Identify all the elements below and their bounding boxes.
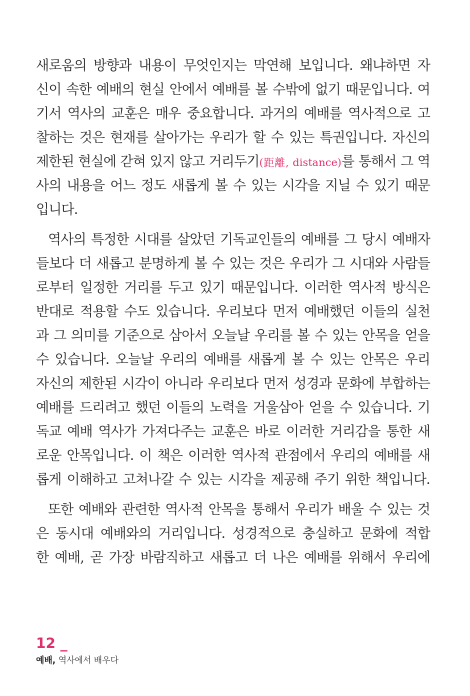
text-line: 독교 예배 역사가 가져다주는 교훈은 바로 이러한 거리감을 통한 새 — [36, 424, 430, 440]
text-line — [36, 150, 430, 174]
text-line: 새로움의 방향과 내용이 무엇인지는 막연해 보입니다. 왜냐하면 자 — [36, 58, 430, 74]
text-line: 로운 안목입니다. 이 책은 이러한 역사적 관점에서 우리의 예배를 새 — [36, 448, 430, 464]
text-line: 롭게 이해하고 고쳐나갈 수 있는 시각을 제공해 주기 위한 책입니다. — [36, 472, 430, 488]
text-line: 또한 예배와 관련한 역사적 안목을 통해서 우리가 배울 수 있는 것 — [48, 502, 430, 518]
paragraph-1 — [36, 54, 430, 222]
text-line: 역사의 특정한 시대를 살았던 기독교인들의 예배를 그 당시 예배자 — [48, 232, 430, 248]
text-line: 신이 속한 예배의 현실 안에서 예배를 볼 수밖에 없기 때문입니다. 여 — [36, 82, 430, 98]
text-line: 은 동시대 예배와의 거리입니다. 성경적으로 충실하고 문화에 적합 — [36, 526, 430, 542]
text-segment: 제한된 현실에 갇혀 있지 않고 거리두기 — [36, 154, 260, 170]
text-line: 한 예배, 곧 가장 바람직하고 새롭고 더 나은 예배를 위해서 우리에 — [36, 550, 430, 566]
paragraph-3 — [36, 498, 430, 570]
text-line: 로부터 일정한 거리를 두고 있기 때문입니다. 이러한 역사적 방식은 — [36, 280, 430, 296]
text-line: 수 있습니다. 오늘날 우리의 예배를 새롭게 볼 수 있는 안목은 우리 — [36, 352, 430, 368]
text-line: 사의 내용을 어느 정도 새롭게 볼 수 있는 시각을 지닐 수 있기 때문 — [36, 178, 430, 194]
text-line: 입니다. — [36, 202, 78, 218]
text-line: 자신의 제한된 시각이 아니라 우리보다 먼저 성경과 문화에 부합하는 — [36, 376, 430, 392]
text-segment: 를 통해서 그 역 — [341, 154, 430, 170]
running-title-rest: 역사에서 배우다 — [55, 656, 119, 666]
text-line: 과 그 의미를 기준으로 삼아서 오늘날 우리를 볼 수 있는 안목을 얻을 — [36, 328, 430, 344]
body-text — [36, 54, 430, 570]
text-line: 찰하는 것은 현재를 살아가는 우리가 할 수 있는 특권입니다. 자신의 — [36, 130, 430, 146]
text-line: 들보다 더 새롭고 분명하게 볼 수 있는 것은 우리가 그 시대와 사람들 — [36, 256, 430, 272]
hanja-annotation: (距離, distance) — [259, 157, 342, 169]
text-line: 반대로 적용할 수도 있습니다. 우리보다 먼저 예배했던 이들의 실천 — [36, 304, 430, 320]
text-line: 기서 역사의 교훈은 매우 중요합니다. 과거의 예배를 역사적으로 고 — [36, 106, 430, 122]
paragraph-2 — [36, 228, 430, 492]
text-line: 예배를 드리려고 했던 이들의 노력을 거울삼아 얻을 수 있습니다. 기 — [36, 400, 430, 416]
running-title — [36, 655, 119, 667]
page-number: 12 _ — [36, 636, 68, 652]
running-title-bold: 예배, — [36, 656, 56, 666]
